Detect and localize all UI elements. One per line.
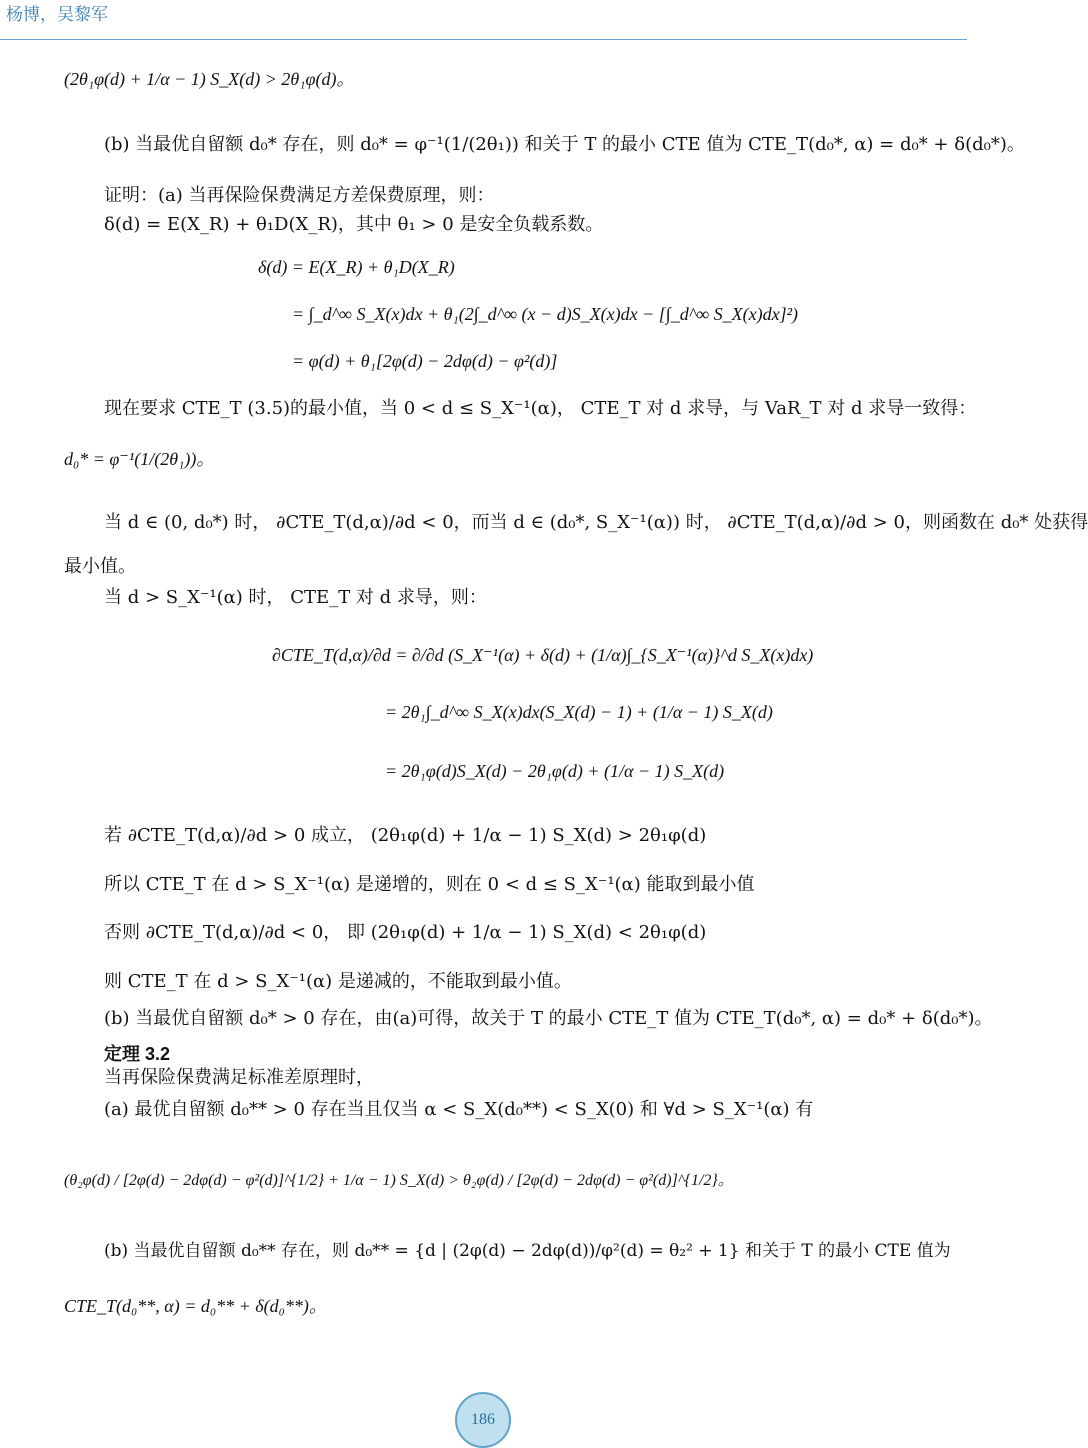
paragraph-b: (b) 当最优自留额 d₀* 存在，则 d₀* = φ⁻¹(1/(2θ₁)) 和关于 T 的最小 CTE 值为 CTE_T(d₀*, α) = d₀* + δ(d₀*)。 [104, 134, 1025, 155]
running-header [0, 0, 967, 40]
equation-delta-step2: = φ(d) + θ₁[2φ(d) − 2dφ(d) − φ²(d)] [292, 351, 558, 371]
theorem-part-b: (b) 当最优自留额 d₀** 存在，则 d₀** = {d | (2φ(d) − 2dφ(d))/φ²(d) = θ₂² + 1} 和关于 T 的最小 CTE 值为 [104, 1241, 951, 1261]
author-names: 杨博，吴黎军 [6, 5, 108, 25]
paragraph-min-value: 最小值。 [64, 556, 136, 577]
proof-start: 证明：(a) 当再保险保费满足方差保费原理，则： [104, 185, 495, 206]
theorem-title: 定理 3.2 [104, 1044, 171, 1064]
paragraph-decreasing: 则 CTE_T 在 d > S_X⁻¹(α) 是递减的，不能取到最小值。 [104, 971, 572, 992]
equation-derivative: ∂CTE_T(d,α)/∂d = ∂/∂d (S_X⁻¹(α) + δ(d) + (1/α)∫_{S_X⁻¹(α)}^d S_X(x)dx) [272, 645, 814, 665]
paragraph-b-conclusion: (b) 当最优自留额 d₀* > 0 存在，由(a)可得，故关于 T 的最小 CTE_T 值为 CTE_T(d₀*, α) = d₀* + δ(d₀*)。 [104, 1008, 993, 1029]
page-number: 186 [471, 1411, 495, 1428]
equation-derivative-step1: = 2θ₁∫_d^∞ S_X(x)dx(S_X(d) − 1) + (1/α − 1) S_X(d) [385, 702, 773, 722]
theorem-inequality: (θ₂φ(d) / [2φ(d) − 2dφ(d) − φ²(d)]^{1/2} + 1/α − 1) S_X(d) > θ₂φ(d) / [2φ(d) − 2dφ(d) − φ²(d)]^{1/2}。 [64, 1172, 734, 1189]
theorem-cte-value: CTE_T(d₀**, α) = d₀** + δ(d₀**)。 [64, 1296, 327, 1316]
paragraph-case-d-large: 当 d > S_X⁻¹(α) 时， CTE_T 对 d 求导，则： [104, 587, 487, 608]
equation-delta-step1: = ∫_d^∞ S_X(x)dx + θ₁(2∫_d^∞ (x − d)S_X(x)dx − [∫_d^∞ S_X(x)dx]²) [292, 304, 799, 324]
page-number-badge [455, 1392, 511, 1448]
equation-d0: d₀* = φ⁻¹(1/(2θ₁))。 [64, 449, 215, 469]
theorem-part-a: (a) 最优自留额 d₀** > 0 存在当且仅当 α < S_X(d₀**) < S_X(0) 和 ∀d > S_X⁻¹(α) 有 [104, 1099, 814, 1120]
paragraph-otherwise: 否则 ∂CTE_T(d,α)/∂d < 0， 即 (2θ₁φ(d) + 1/α − 1) S_X(d) < 2θ₁φ(d) [104, 922, 707, 943]
paragraph-minimum: 现在要求 CTE_T (3.5)的最小值，当 0 < d ≤ S_X⁻¹(α)， CTE_T 对 d 求导，与 VaR_T 对 d 求导一致得： [104, 398, 977, 419]
equation-delta: δ(d) = E(X_R) + θ₁D(X_R) [258, 257, 455, 277]
condition-line: (2θ₁φ(d) + 1/α − 1) S_X(d) > 2θ₁φ(d)。 [64, 69, 355, 89]
paragraph-increasing: 所以 CTE_T 在 d > S_X⁻¹(α) 是递增的，则在 0 < d ≤ S_X⁻¹(α) 能取到最小值 [104, 874, 755, 895]
delta-definition: δ(d) = E(X_R) + θ₁D(X_R)，其中 θ₁ > 0 是安全负载系数。 [104, 214, 604, 235]
paragraph-if-positive: 若 ∂CTE_T(d,α)/∂d > 0 成立， (2θ₁φ(d) + 1/α − 1) S_X(d) > 2θ₁φ(d) [104, 825, 707, 846]
paragraph-derivative-sign: 当 d ∈ (0, d₀*) 时， ∂CTE_T(d,α)/∂d < 0，而当 d ∈ (d₀*, S_X⁻¹(α)) 时， ∂CTE_T(d,α)/∂d > 0，则函数在 d₀* 处获得 [104, 512, 1088, 533]
theorem-intro: 当再保险保费满足标准差原理时， [104, 1067, 374, 1088]
equation-derivative-step2: = 2θ₁φ(d)S_X(d) − 2θ₁φ(d) + (1/α − 1) S_X(d) [385, 761, 725, 781]
header-divider [0, 39, 967, 40]
